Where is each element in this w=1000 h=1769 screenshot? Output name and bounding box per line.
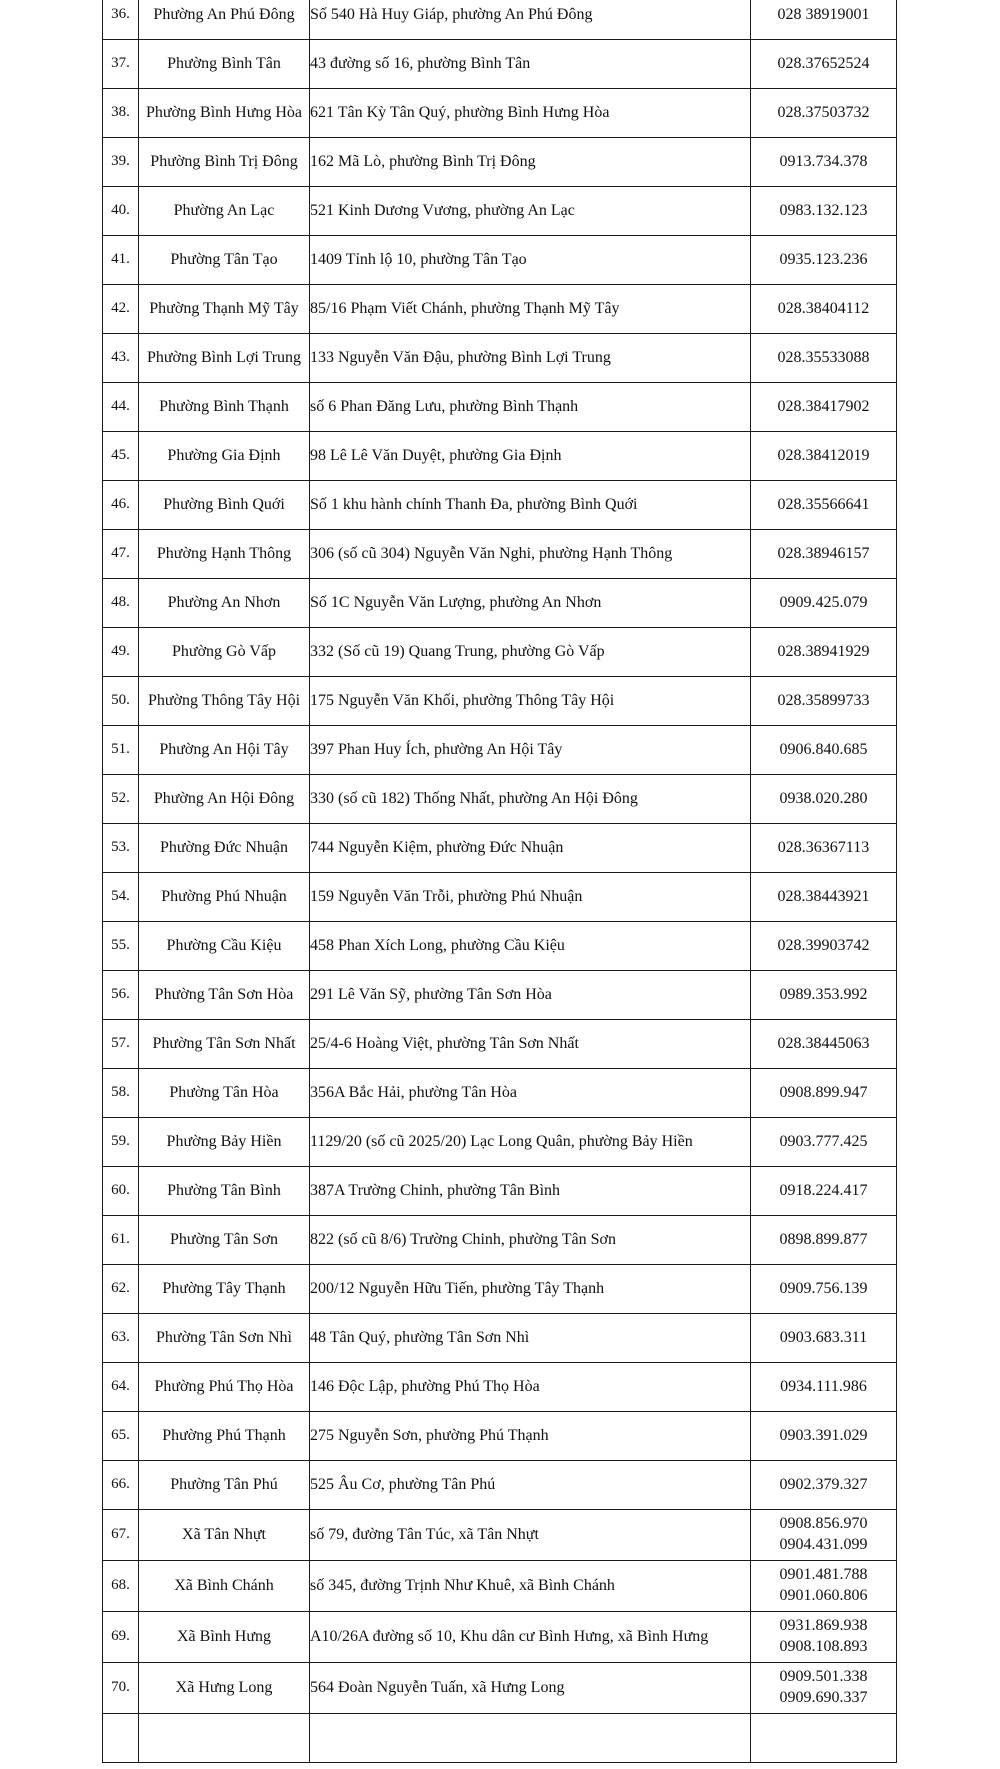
phone-cell — [751, 1510, 897, 1561]
phone-number: 0903.777.425 — [779, 1132, 868, 1150]
phone-cell — [751, 0, 897, 40]
ward-address: 525 Âu Cơ, phường Tân Phú — [310, 1461, 751, 1510]
row-number: 46. — [103, 481, 139, 530]
ward-name: Phường Bình Quới — [139, 481, 310, 530]
ward-address: 332 (Số cũ 19) Quang Trung, phường Gò Vấp — [310, 628, 751, 677]
table-row — [103, 1412, 897, 1461]
ward-name: Phường Tân Hòa — [139, 1069, 310, 1118]
ward-name — [139, 1714, 310, 1763]
ward-address: 306 (số cũ 304) Nguyễn Văn Nghi, phường Hạnh Thông — [310, 530, 751, 579]
table-row — [103, 1714, 897, 1763]
phone-number: 028.38443921 — [777, 887, 870, 905]
row-number: 55. — [103, 922, 139, 971]
phone-cell — [751, 824, 897, 873]
ward-address: 621 Tân Kỳ Tân Quý, phường Bình Hưng Hòa — [310, 89, 751, 138]
ward-name: Phường Bình Trị Đông — [139, 138, 310, 187]
ward-address: 275 Nguyễn Sơn, phường Phú Thạnh — [310, 1412, 751, 1461]
ward-address: 744 Nguyễn Kiệm, phường Đức Nhuận — [310, 824, 751, 873]
phone-number: 0903.391.029 — [779, 1426, 868, 1444]
phone-number: 0898.899.877 — [779, 1230, 868, 1248]
ward-address: 162 Mã Lò, phường Bình Trị Đông — [310, 138, 751, 187]
phone-number: 0904.431.099 — [779, 1536, 868, 1553]
ward-name: Phường An Hội Tây — [139, 726, 310, 775]
phone-cell — [751, 1461, 897, 1510]
phone-cell — [751, 628, 897, 677]
ward-name: Xã Hưng Long — [139, 1663, 310, 1714]
phone-number: 028.38941929 — [777, 642, 870, 660]
row-number: 39. — [103, 138, 139, 187]
ward-name: Phường An Hội Đông — [139, 775, 310, 824]
phone-number: 0983.132.123 — [779, 201, 868, 219]
row-number: 52. — [103, 775, 139, 824]
phone-cell — [751, 432, 897, 481]
ward-address: 291 Lê Văn Sỹ, phường Tân Sơn Hòa — [310, 971, 751, 1020]
phone-number: 0908.108.893 — [779, 1638, 868, 1655]
table-row — [103, 285, 897, 334]
phone-number: 028.38946157 — [777, 544, 870, 562]
phone-number: 028.38417902 — [777, 397, 870, 415]
phone-number: 0909.425.079 — [779, 593, 868, 611]
row-number: 41. — [103, 236, 139, 285]
row-number: 54. — [103, 873, 139, 922]
ward-address: số 6 Phan Đăng Lưu, phường Bình Thạnh — [310, 383, 751, 432]
ward-address: 458 Phan Xích Long, phường Cầu Kiệu — [310, 922, 751, 971]
phone-cell — [751, 481, 897, 530]
row-number — [103, 1714, 139, 1763]
row-number: 44. — [103, 383, 139, 432]
row-number: 69. — [103, 1612, 139, 1663]
ward-address: 146 Độc Lập, phường Phú Thọ Hòa — [310, 1363, 751, 1412]
ward-name: Phường Gò Vấp — [139, 628, 310, 677]
row-number: 56. — [103, 971, 139, 1020]
ward-name: Phường Tân Phú — [139, 1461, 310, 1510]
phone-number: 028.35566641 — [777, 495, 870, 513]
phone-cell — [751, 1714, 897, 1763]
phone-number: 028.39903742 — [777, 936, 870, 954]
phone-number: 028.38404112 — [777, 299, 870, 317]
phone-cell — [751, 1314, 897, 1363]
row-number: 64. — [103, 1363, 139, 1412]
row-number: 42. — [103, 285, 139, 334]
ward-address: 387A Trường Chinh, phường Tân Bình — [310, 1167, 751, 1216]
table-row — [103, 1265, 897, 1314]
row-number: 62. — [103, 1265, 139, 1314]
ward-name: Phường Bình Tân — [139, 40, 310, 89]
table-row — [103, 1363, 897, 1412]
ward-name: Phường An Lạc — [139, 187, 310, 236]
address-table — [102, 0, 897, 1763]
ward-address: 200/12 Nguyễn Hữu Tiến, phường Tây Thạnh — [310, 1265, 751, 1314]
ward-address: Số 1 khu hành chính Thanh Đa, phường Bình Quới — [310, 481, 751, 530]
phone-cell — [751, 383, 897, 432]
phone-cell — [751, 677, 897, 726]
table-row — [103, 40, 897, 89]
table-row — [103, 873, 897, 922]
phone-cell — [751, 1612, 897, 1663]
ward-address: 85/16 Phạm Viết Chánh, phường Thạnh Mỹ Tây — [310, 285, 751, 334]
ward-name: Phường An Phú Đông — [139, 0, 310, 40]
row-number: 48. — [103, 579, 139, 628]
ward-name: Phường Tân Sơn — [139, 1216, 310, 1265]
phone-cell — [751, 1069, 897, 1118]
phone-number: 028.37503732 — [777, 103, 870, 121]
row-number: 36. — [103, 0, 139, 40]
ward-name: Phường Cầu Kiệu — [139, 922, 310, 971]
table-row — [103, 1118, 897, 1167]
phone-number: 0903.683.311 — [779, 1328, 868, 1346]
row-number: 65. — [103, 1412, 139, 1461]
ward-address: 25/4-6 Hoàng Việt, phường Tân Sơn Nhất — [310, 1020, 751, 1069]
phone-number: 0908.856.970 — [779, 1515, 868, 1533]
ward-name: Phường Bình Lợi Trung — [139, 334, 310, 383]
phone-cell — [751, 334, 897, 383]
phone-number: 028.38412019 — [777, 446, 870, 464]
ward-name: Phường Phú Thọ Hòa — [139, 1363, 310, 1412]
table-row — [103, 824, 897, 873]
ward-name: Phường Tân Sơn Hòa — [139, 971, 310, 1020]
row-number: 45. — [103, 432, 139, 481]
phone-cell — [751, 187, 897, 236]
row-number: 53. — [103, 824, 139, 873]
phone-number: 028.36367113 — [777, 838, 870, 856]
address-table-body — [103, 0, 897, 1763]
row-number: 58. — [103, 1069, 139, 1118]
phone-number: 0909.501.338 — [779, 1668, 868, 1686]
phone-cell — [751, 1663, 897, 1714]
row-number: 43. — [103, 334, 139, 383]
table-row — [103, 383, 897, 432]
ward-address: 397 Phan Huy Ích, phường An Hội Tây — [310, 726, 751, 775]
ward-name: Xã Bình Hưng — [139, 1612, 310, 1663]
phone-cell — [751, 1412, 897, 1461]
phone-cell — [751, 873, 897, 922]
phone-cell — [751, 1561, 897, 1612]
phone-number: 0918.224.417 — [779, 1181, 868, 1199]
table-row — [103, 1612, 897, 1663]
ward-name: Phường An Nhơn — [139, 579, 310, 628]
phone-cell — [751, 236, 897, 285]
table-row — [103, 1561, 897, 1612]
row-number: 66. — [103, 1461, 139, 1510]
phone-cell — [751, 1020, 897, 1069]
phone-number: 0906.840.685 — [779, 740, 868, 758]
ward-name: Phường Gia Định — [139, 432, 310, 481]
phone-cell — [751, 922, 897, 971]
table-row — [103, 726, 897, 775]
ward-name: Phường Phú Thạnh — [139, 1412, 310, 1461]
phone-number: 028.37652524 — [777, 54, 870, 72]
row-number: 60. — [103, 1167, 139, 1216]
phone-number: 0901.481.788 — [779, 1566, 868, 1584]
row-number: 50. — [103, 677, 139, 726]
ward-name: Xã Bình Chánh — [139, 1561, 310, 1612]
ward-name: Phường Tây Thạnh — [139, 1265, 310, 1314]
ward-address: số 79, đường Tân Túc, xã Tân Nhựt — [310, 1510, 751, 1561]
phone-number: 0989.353.992 — [779, 985, 868, 1003]
ward-address: 98 Lê Lê Văn Duyệt, phường Gia Định — [310, 432, 751, 481]
ward-name: Phường Tân Bình — [139, 1167, 310, 1216]
ward-address: 43 đường số 16, phường Bình Tân — [310, 40, 751, 89]
table-row — [103, 579, 897, 628]
table-row — [103, 138, 897, 187]
table-row — [103, 530, 897, 579]
phone-cell — [751, 775, 897, 824]
table-row — [103, 1020, 897, 1069]
phone-cell — [751, 971, 897, 1020]
ward-name: Phường Tân Sơn Nhì — [139, 1314, 310, 1363]
ward-address: Số 540 Hà Huy Giáp, phường An Phú Đông — [310, 0, 751, 40]
ward-address: 1409 Tỉnh lộ 10, phường Tân Tạo — [310, 236, 751, 285]
phone-number: 0908.899.947 — [779, 1083, 868, 1101]
table-row — [103, 89, 897, 138]
table-row — [103, 0, 897, 40]
table-row — [103, 1461, 897, 1510]
table-row — [103, 971, 897, 1020]
table-row — [103, 775, 897, 824]
ward-name: Phường Bình Thạnh — [139, 383, 310, 432]
ward-address: 133 Nguyễn Văn Đậu, phường Bình Lợi Trung — [310, 334, 751, 383]
phone-cell — [751, 579, 897, 628]
phone-cell — [751, 138, 897, 187]
ward-address: 159 Nguyễn Văn Trỗi, phường Phú Nhuận — [310, 873, 751, 922]
phone-number: 028.35899733 — [777, 691, 870, 709]
ward-name: Phường Đức Nhuận — [139, 824, 310, 873]
phone-number: 0909.756.139 — [779, 1279, 868, 1297]
ward-address: số 345, đường Trịnh Như Khuê, xã Bình Chánh — [310, 1561, 751, 1612]
phone-number: 0938.020.280 — [779, 789, 868, 807]
table-row — [103, 236, 897, 285]
ward-name: Phường Bình Hưng Hòa — [139, 89, 310, 138]
ward-address: 1129/20 (số cũ 2025/20) Lạc Long Quân, phường Bảy Hiền — [310, 1118, 751, 1167]
ward-address: 822 (số cũ 8/6) Trường Chinh, phường Tân Sơn — [310, 1216, 751, 1265]
table-row — [103, 481, 897, 530]
phone-cell — [751, 285, 897, 334]
ward-name: Phường Thạnh Mỹ Tây — [139, 285, 310, 334]
table-row — [103, 432, 897, 481]
phone-cell — [751, 1363, 897, 1412]
phone-cell — [751, 89, 897, 138]
phone-number: 0913.734.378 — [779, 152, 868, 170]
ward-name: Phường Phú Nhuận — [139, 873, 310, 922]
ward-address: 356A Bắc Hải, phường Tân Hòa — [310, 1069, 751, 1118]
row-number: 61. — [103, 1216, 139, 1265]
row-number: 47. — [103, 530, 139, 579]
row-number: 63. — [103, 1314, 139, 1363]
ward-address: 330 (số cũ 182) Thống Nhất, phường An Hội Đông — [310, 775, 751, 824]
phone-cell — [751, 726, 897, 775]
phone-cell — [751, 1265, 897, 1314]
phone-number: 0935.123.236 — [779, 250, 868, 268]
ward-name: Phường Thông Tây Hội — [139, 677, 310, 726]
row-number: 51. — [103, 726, 139, 775]
row-number: 59. — [103, 1118, 139, 1167]
phone-number: 0909.690.337 — [779, 1689, 868, 1706]
row-number: 38. — [103, 89, 139, 138]
table-row — [103, 1663, 897, 1714]
row-number: 40. — [103, 187, 139, 236]
row-number: 67. — [103, 1510, 139, 1561]
row-number: 57. — [103, 1020, 139, 1069]
table-row — [103, 1216, 897, 1265]
phone-cell — [751, 1167, 897, 1216]
table-row — [103, 334, 897, 383]
ward-name: Phường Bảy Hiền — [139, 1118, 310, 1167]
phone-number: 028.38445063 — [777, 1034, 870, 1052]
table-row — [103, 1510, 897, 1561]
phone-cell — [751, 40, 897, 89]
row-number: 37. — [103, 40, 139, 89]
ward-name: Xã Tân Nhựt — [139, 1510, 310, 1561]
table-row — [103, 1069, 897, 1118]
phone-number: 0901.060.806 — [779, 1587, 868, 1604]
table-row — [103, 1314, 897, 1363]
phone-cell — [751, 530, 897, 579]
phone-number: 0934.111.986 — [780, 1377, 867, 1395]
phone-number: 0931.869.938 — [779, 1617, 868, 1635]
ward-name: Phường Hạnh Thông — [139, 530, 310, 579]
row-number: 68. — [103, 1561, 139, 1612]
row-number: 49. — [103, 628, 139, 677]
row-number: 70. — [103, 1663, 139, 1714]
ward-address — [310, 1714, 751, 1763]
phone-number: 0902.379.327 — [779, 1475, 868, 1493]
ward-name: Phường Tân Sơn Nhất — [139, 1020, 310, 1069]
table-row — [103, 677, 897, 726]
ward-name: Phường Tân Tạo — [139, 236, 310, 285]
table-row — [103, 1167, 897, 1216]
phone-cell — [751, 1118, 897, 1167]
ward-address: 175 Nguyễn Văn Khối, phường Thông Tây Hội — [310, 677, 751, 726]
ward-address: 564 Đoàn Nguyễn Tuấn, xã Hưng Long — [310, 1663, 751, 1714]
ward-address: 48 Tân Quý, phường Tân Sơn Nhì — [310, 1314, 751, 1363]
phone-cell — [751, 1216, 897, 1265]
ward-address: Số 1C Nguyễn Văn Lượng, phường An Nhơn — [310, 579, 751, 628]
ward-address: 521 Kinh Dương Vương, phường An Lạc — [310, 187, 751, 236]
phone-number: 028.35533088 — [777, 348, 870, 366]
table-row — [103, 187, 897, 236]
table-row — [103, 628, 897, 677]
ward-address: A10/26A đường số 10, Khu dân cư Bình Hưng, xã Bình Hưng — [310, 1612, 751, 1663]
table-row — [103, 922, 897, 971]
phone-number: 028 38919001 — [777, 5, 870, 23]
